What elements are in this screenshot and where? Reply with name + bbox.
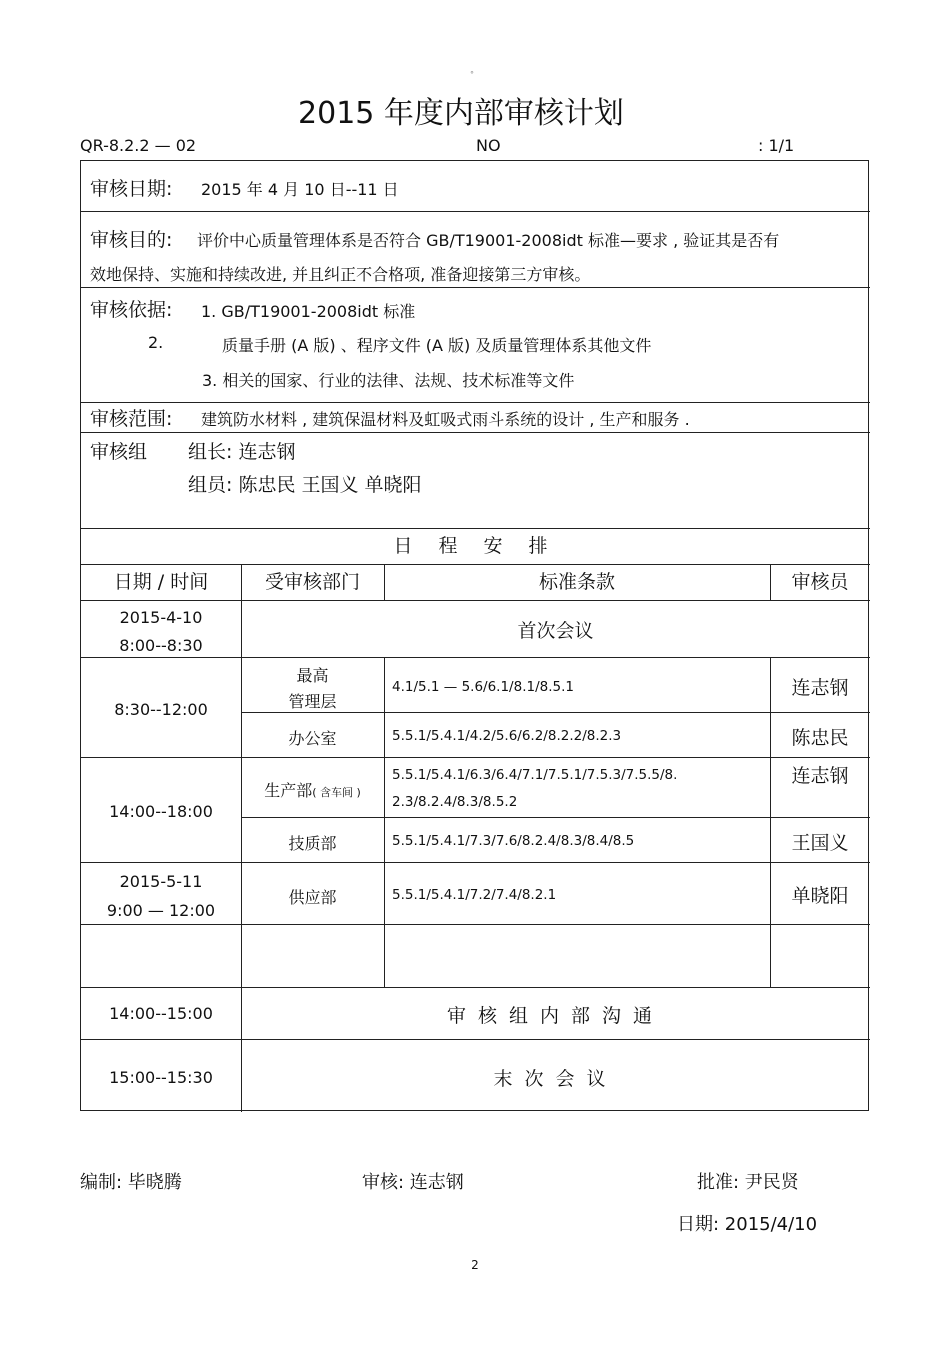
scope-label: 审核范围: [90, 408, 173, 430]
row-divider [81, 657, 870, 658]
dept-top-mgmt-line2: 管理层 [288, 692, 337, 711]
auditor-tech-quality: 王国义 [791, 832, 849, 854]
prepared-by: 编制: 毕晓腾 [80, 1172, 182, 1193]
team-leader: 组长: 连志钢 [188, 441, 296, 463]
clauses-production-line1: 5.5.1/5.4.1/6.3/6.4/7.1/7.5.1/7.5.3/7.5.5/8. [392, 767, 678, 783]
row-divider [81, 528, 870, 529]
date-label: 审核日期: [90, 178, 173, 200]
row-divider [81, 432, 870, 433]
first-meeting-time: 8:00--8:30 [119, 636, 203, 655]
row-divider [81, 564, 870, 565]
team-label: 审核组 [90, 441, 148, 463]
row-divider [81, 757, 870, 758]
team-members: 组员: 陈忠民 王国义 单晓阳 [188, 474, 422, 496]
approved-by: 批准: 尹民贤 [697, 1172, 799, 1193]
auditor-supply: 单晓阳 [791, 885, 849, 907]
scope-value: 建筑防水材料 , 建筑保温材料及虹吸式雨斗系统的设计 , 生产和服务 . [201, 410, 690, 429]
dept-supply: 供应部 [288, 888, 337, 907]
row-divider [241, 817, 870, 818]
dept-office: 办公室 [288, 729, 337, 748]
col-header-datetime: 日期 / 时间 [113, 571, 209, 593]
first-meeting-date: 2015-4-10 [119, 608, 203, 627]
doc-code: QR-8.2.2 — 02 [80, 136, 197, 155]
basis-item-2-number: 2. [148, 333, 164, 352]
first-meeting-label: 首次会议 [517, 620, 594, 642]
clauses-tech-quality: 5.5.1/5.4.1/7.3/7.6/8.2.4/8.3/8.4/8.5 [392, 833, 635, 849]
closing-time: 15:00--15:30 [109, 1068, 213, 1087]
row-divider [81, 862, 870, 863]
closing-label: 末次会议 [493, 1068, 618, 1090]
supply-date: 2015-5-11 [119, 872, 203, 891]
morning-time: 8:30--12:00 [114, 700, 208, 719]
clauses-production-line2: 2.3/8.2.4/8.3/8.5.2 [392, 794, 518, 810]
row-divider [81, 287, 870, 288]
dept-production: 生产部 [264, 781, 313, 800]
clauses-top-mgmt: 4.1/5.1 — 5.6/6.1/8.1/8.5.1 [392, 679, 574, 695]
col-header-auditor: 审核员 [791, 571, 849, 593]
page-number: 2 [471, 1258, 479, 1272]
row-divider [81, 924, 870, 925]
clauses-supply: 5.5.1/5.4.1/7.2/7.4/8.2.1 [392, 887, 557, 903]
dept-top-mgmt-line1: 最高 [296, 666, 329, 685]
purpose-label: 审核目的: [90, 229, 173, 251]
row-divider [81, 211, 870, 212]
approval-date: 日期: 2015/4/10 [677, 1214, 818, 1235]
auditor-top-mgmt: 连志钢 [791, 677, 849, 699]
col-divider [770, 657, 771, 987]
col-header-department: 受审核部门 [264, 571, 360, 593]
purpose-line-2: 效地保持、实施和持续改进, 并且纠正不合格项, 准备迎接第三方审核。 [90, 265, 591, 284]
dept-tech-quality: 技质部 [288, 834, 337, 853]
internal-time: 14:00--15:00 [109, 1004, 213, 1023]
col-header-clauses: 标准条款 [538, 571, 615, 593]
purpose-line-1: 评价中心质量管理体系是否符合 GB/T19001-2008idt 标准—要求 , 验证其是否有 [197, 231, 780, 250]
auditor-office: 陈忠民 [791, 727, 849, 749]
basis-item-1: 1. GB/T19001-2008idt 标准 [201, 302, 416, 321]
supply-time: 9:00 — 12:00 [106, 901, 216, 920]
row-divider [241, 712, 870, 713]
row-divider [81, 600, 870, 601]
page-of: : 1/1 [758, 136, 795, 155]
scan-dot: ° [470, 70, 474, 79]
reviewed-by: 审核: 连志钢 [362, 1172, 464, 1193]
date-value: 2015 年 4 月 10 日--11 日 [201, 180, 399, 199]
auditor-production: 连志钢 [791, 765, 849, 787]
audit-plan-table [80, 160, 869, 1111]
row-divider [81, 987, 870, 988]
dept-production-note: ( 含车间 ) [312, 786, 361, 799]
page-title: 2015 年度内部审核计划 [298, 96, 624, 131]
afternoon-time: 14:00--18:00 [109, 802, 213, 821]
basis-label: 审核依据: [90, 299, 173, 321]
no-label: NO [476, 136, 501, 155]
basis-item-3: 3. 相关的国家、行业的法律、法规、技术标准等文件 [202, 371, 575, 390]
dept-production-cell [241, 778, 384, 801]
internal-label: 审核组内部沟通 [446, 1005, 664, 1027]
schedule-heading: 日 程 安 排 [393, 535, 558, 557]
row-divider [81, 1039, 870, 1040]
col-divider [384, 657, 385, 987]
basis-item-2: 质量手册 (A 版) 、程序文件 (A 版) 及质量管理体系其他文件 [222, 336, 652, 355]
clauses-office: 5.5.1/5.4.1/4.2/5.6/6.2/8.2.2/8.2.3 [392, 728, 622, 744]
row-divider [81, 402, 870, 403]
